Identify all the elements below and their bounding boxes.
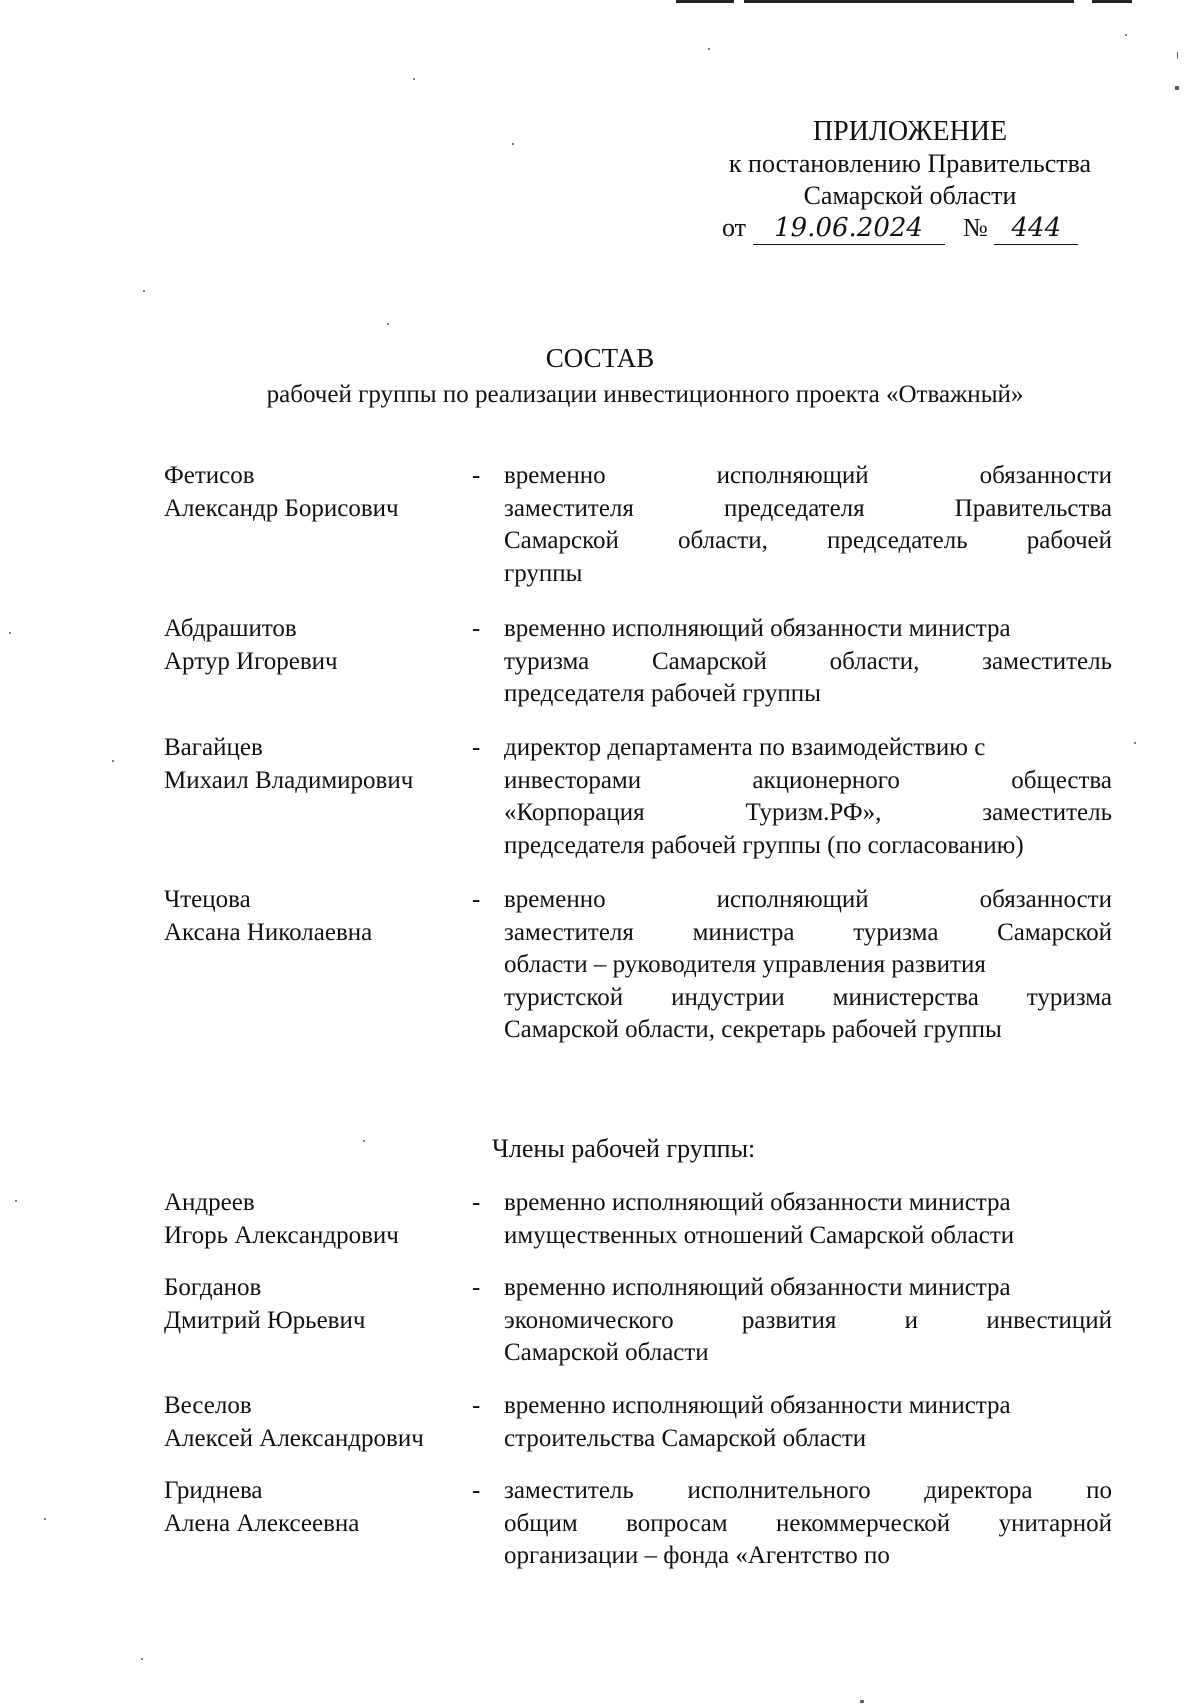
member-name [164, 613, 464, 678]
member-role [504, 460, 1112, 590]
member-given-names: Дмитрий Юрьевич [164, 1306, 366, 1334]
role-word: – [644, 1542, 657, 1569]
role-word: Туризм.РФ», [745, 799, 882, 826]
entry-dash: - [472, 462, 481, 489]
role-word: инвесторами [504, 766, 642, 794]
role-line [504, 1220, 1112, 1253]
role-word: Самарской [504, 527, 619, 554]
role-word: председатель [827, 527, 968, 554]
role-word: туризма [1026, 983, 1112, 1011]
member-name [164, 1390, 464, 1455]
appendix-reference: к постановлению Правительства [728, 149, 1092, 178]
role-word: туризма [853, 918, 939, 946]
role-word: вопросам [626, 1509, 728, 1537]
member-given-names: Артур Игоревич [164, 647, 338, 675]
role-line [504, 493, 1112, 526]
role-word: имущественных отношений Самарской области [504, 1221, 1015, 1249]
role-word: заместитель [504, 1477, 634, 1504]
role-word: по [1086, 1477, 1112, 1504]
scan-speck [1177, 52, 1178, 59]
appendix-header [640, 116, 1180, 212]
role-word: туризма [504, 647, 590, 675]
entry-dash: - [472, 1477, 481, 1504]
role-word: инвестиций [986, 1306, 1112, 1334]
role-word: индустрии [671, 983, 785, 1011]
role-line [504, 1014, 1112, 1047]
role-word: общим [504, 1509, 578, 1537]
role-word: исполняющий [716, 886, 869, 913]
role-word: обязанности [979, 886, 1112, 913]
role-line [504, 1305, 1112, 1338]
role-line [504, 982, 1112, 1015]
role-word: Самарской области, секретарь рабочей группы [504, 1016, 1002, 1043]
member-name [164, 1187, 464, 1252]
role-word: организации [504, 1542, 639, 1569]
role-word: общества [1011, 766, 1112, 794]
member-role [504, 884, 1112, 1047]
role-word: временно [504, 462, 606, 489]
member-surname: Веселов [164, 1392, 252, 1419]
scan-speck [1125, 34, 1127, 36]
role-word: директора [924, 1477, 1033, 1504]
scan-speck [512, 143, 514, 145]
role-word: области – руководителя управления развития [504, 951, 986, 978]
handwritten-number: 444 [994, 212, 1078, 245]
role-word: «Агентство [735, 1542, 858, 1569]
entry-dash: - [472, 886, 481, 913]
role-word: директор департамента по взаимодействию с [504, 734, 986, 761]
role-word: экономического [504, 1306, 674, 1334]
role-line [504, 765, 1112, 798]
entry-dash: - [472, 1189, 481, 1216]
scan-speck [708, 48, 710, 50]
role-word: временно исполняющий обязанности министра [504, 1274, 1011, 1301]
member-given-names: Алена Алексеевна [164, 1509, 360, 1537]
role-line [504, 1272, 1112, 1305]
role-word: фонда [663, 1542, 730, 1569]
number-prefix: № [963, 213, 988, 242]
scan-speck [1134, 742, 1136, 744]
member-role [504, 1187, 1112, 1252]
member-role [504, 1390, 1112, 1455]
role-word: председателя рабочей группы [504, 680, 821, 707]
scan-speck [413, 78, 415, 80]
role-word: Самарской [997, 918, 1112, 946]
members-heading: Члены рабочей группы: [492, 1134, 756, 1163]
member-surname: Гриднева [164, 1477, 263, 1504]
role-word: рабочей [1026, 527, 1112, 554]
role-word: унитарной [998, 1509, 1112, 1537]
member-name [164, 460, 464, 525]
handwritten-date: 19.06.2024 [753, 212, 945, 245]
role-line [504, 613, 1112, 646]
role-word: министра [692, 918, 795, 946]
member-surname: Вагайцев [164, 734, 263, 761]
member-surname: Фетисов [164, 462, 255, 489]
role-word: заместитель [982, 799, 1112, 826]
scan-speck [44, 1518, 46, 1520]
role-line [504, 1390, 1112, 1423]
scan-edge-line [1092, 0, 1132, 3]
scan-speck [143, 290, 145, 292]
member-surname: Абдрашитов [164, 615, 297, 642]
role-word: и [904, 1306, 919, 1334]
role-word: по [863, 1542, 890, 1569]
entry-dash: - [472, 615, 481, 642]
member-role [504, 732, 1112, 862]
scan-speck [15, 1200, 17, 1202]
role-line [504, 678, 1112, 711]
role-word: акционерного [752, 766, 900, 794]
role-line [504, 797, 1112, 830]
member-name [164, 884, 464, 949]
scan-speck [860, 1700, 864, 1703]
resolution-date-line [722, 212, 1078, 245]
role-line [504, 646, 1112, 679]
role-line [504, 1423, 1112, 1456]
role-line [504, 558, 1112, 591]
member-given-names: Игорь Александрович [164, 1221, 399, 1249]
entry-dash: - [472, 734, 481, 761]
role-word: временно исполняющий обязанности министра [504, 1392, 1011, 1419]
member-surname: Андреев [164, 1189, 255, 1216]
role-word: «Корпорация [504, 799, 645, 826]
role-word: Самарской [651, 647, 767, 675]
role-line [504, 1337, 1112, 1370]
role-line [504, 525, 1112, 558]
member-role [504, 1272, 1112, 1370]
role-line [504, 1508, 1112, 1541]
role-line [504, 917, 1112, 950]
member-name [164, 1272, 464, 1337]
date-prefix: от [722, 213, 747, 242]
role-word: временно исполняющий обязанности министра [504, 615, 1011, 642]
role-line [504, 949, 1112, 982]
role-line [504, 1187, 1112, 1220]
role-line [504, 830, 1112, 863]
role-word: заместителя [504, 918, 634, 946]
entry-dash: - [472, 1392, 481, 1419]
role-word: строительства Самарской области [504, 1424, 867, 1452]
role-line [504, 884, 1112, 917]
role-word: председателя [723, 494, 865, 522]
role-word: области, [829, 647, 920, 675]
role-word: председателя рабочей группы (по согласованию) [504, 831, 1024, 859]
member-name [164, 1475, 464, 1540]
scan-speck [112, 760, 114, 762]
role-line [504, 1475, 1112, 1508]
scan-speck [141, 1658, 143, 1660]
role-word: обязанности [979, 462, 1112, 489]
member-surname: Чтецова [164, 886, 251, 913]
member-surname: Богданов [164, 1274, 262, 1301]
member-role [504, 1475, 1112, 1573]
role-word: исполнительного [687, 1477, 871, 1504]
role-word: временно исполняющий обязанности министра [504, 1189, 1011, 1216]
role-word: заместителя [504, 494, 634, 522]
scan-edge-line [744, 0, 1074, 3]
role-word: Самарской области [504, 1339, 709, 1366]
role-word: развития [741, 1306, 837, 1334]
scan-speck [9, 632, 11, 634]
member-given-names: Аксана Николаевна [164, 918, 373, 946]
member-given-names: Алексей Александрович [164, 1424, 424, 1452]
role-word: некоммерческой [776, 1509, 951, 1537]
member-role [504, 613, 1112, 711]
document-subtitle: рабочей группы по реализации инвестиционного проекта «Отважный» [266, 381, 1024, 408]
role-line [504, 1540, 1112, 1573]
role-word: туристской [504, 983, 624, 1011]
appendix-region: Самарской области [803, 181, 1017, 210]
appendix-label: ПРИЛОЖЕНИЕ [812, 116, 1008, 147]
role-word: исполняющий [716, 462, 869, 489]
role-word: заместитель [982, 647, 1112, 675]
member-given-names: Александр Борисович [164, 494, 399, 522]
scan-speck [387, 323, 389, 325]
role-word: временно [504, 886, 606, 913]
scan-edge-line [676, 0, 734, 3]
role-line [504, 732, 1112, 765]
role-word: области, [678, 527, 768, 554]
role-word: Правительства [954, 494, 1112, 522]
member-given-names: Михаил Владимирович [164, 766, 414, 794]
role-word: министерства [832, 983, 979, 1011]
role-word: группы [504, 559, 583, 587]
document-title: СОСТАВ [545, 343, 655, 373]
entry-dash: - [472, 1274, 481, 1301]
member-name [164, 732, 464, 797]
scan-speck [1175, 86, 1179, 90]
role-line [504, 460, 1112, 493]
scan-speck [363, 1140, 365, 1142]
